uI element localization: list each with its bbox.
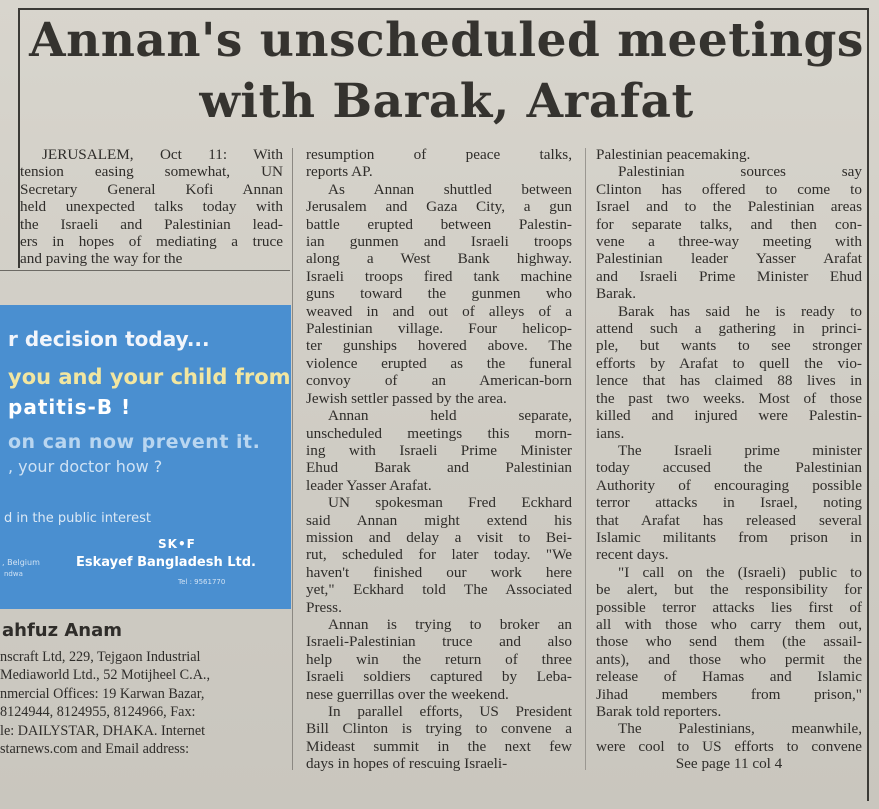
imprint-line: 8124944, 8124955, 8124966, Fax: (0, 704, 196, 721)
article-line: killed and injured were Palestin- (596, 407, 862, 425)
ad-line-4: on can now prevent it. (8, 431, 261, 453)
article-line: Annan is trying to broker an (328, 615, 572, 633)
article-line: Jihad members from prison," (596, 685, 862, 703)
article-line: possible terror attacks lies first of (596, 598, 862, 616)
article-line: leader Yasser Arafat. (306, 476, 432, 494)
column-separator-line (0, 270, 290, 271)
article-line: terror attacks in Israel, noting (596, 494, 862, 512)
article-line: Annan held separate, (328, 407, 572, 425)
headline-line-1: Annan's unscheduled meetings (29, 13, 864, 68)
top-border-rule (18, 8, 869, 10)
article-line: said Annan might extend his (306, 511, 572, 529)
article-line: mission and delay a visit to Bei- (306, 528, 572, 546)
skf-logo: SK•F (158, 537, 196, 551)
article-line: battle erupted between Palestin- (306, 215, 572, 233)
ad-line-1: r decision today... (8, 327, 210, 351)
article-line: UN spokesman Fred Eckhard (328, 494, 572, 512)
article-line: Mideast summit in the next few (306, 737, 572, 755)
article-line: weaved in and out of alleys of a (306, 302, 572, 320)
article-line: were cool to US efforts to convene (596, 737, 862, 755)
article-line: help win the return of three (306, 650, 572, 668)
article-line: Ehud Barak and Palestinian (306, 459, 572, 477)
article-line: Palestinian peacemaking. (596, 146, 751, 163)
article-line: Clinton has offered to come to (596, 180, 862, 198)
article-line: ants), and those who permit the (596, 650, 862, 668)
article-line: Authority of encouraging possible (596, 476, 862, 494)
article-line: release of Hamas and Islamic (596, 668, 862, 686)
article-line: As Annan shuttled between (328, 180, 572, 198)
article-line: days in hopes of rescuing Israeli- (306, 755, 508, 773)
article-line: rut, scheduled for later today. "We (306, 546, 572, 564)
ad-line-3: patitis-B ! (8, 395, 132, 419)
imprint-line: nmercial Offices: 19 Karwan Bazar, (0, 685, 205, 702)
imprint-block (0, 620, 290, 758)
right-border-rule (867, 8, 869, 801)
article-line: JERUSALEM, Oct 11: With (42, 146, 283, 163)
article-line: Israel and to the Palestinian areas (596, 198, 862, 216)
article-line: The Palestinians, meanwhile, (618, 720, 862, 738)
article-line: ians. (596, 424, 625, 442)
article-line: Barak. (596, 285, 637, 303)
article-line: those who send them (the assail- (596, 633, 862, 651)
article-line: guns toward the gunmen who (306, 285, 572, 303)
article-line: ter gunships hovered above. The (306, 337, 572, 355)
article-line: haven't finished our work here (306, 563, 572, 581)
article-line: efforts by Arafat to quell the vio- (596, 354, 862, 372)
article-line: ers in hopes of mediating a truce (20, 233, 283, 251)
article-line: held unexpected talks today with (20, 198, 283, 216)
ad-small-text-2: ndwa (4, 570, 23, 578)
editor-name: ahfuz Anam (2, 620, 122, 641)
article-line: lence that has claimed 88 lives in (596, 372, 862, 390)
ad-company-name: Eskayef Bangladesh Ltd. (76, 555, 256, 570)
article-line: See page 11 col 4 (675, 755, 783, 773)
article-line: unscheduled meetings this morn- (306, 424, 572, 442)
article-line: the Israeli and Palestinian lead- (20, 215, 283, 233)
article-line: convoy of an American-born (306, 372, 572, 390)
article-column-3 (596, 146, 862, 773)
article-column-1 (20, 146, 283, 268)
article-line: Palestinian leader Yasser Arafat (596, 250, 862, 268)
ad-phone: Tel : 9561770 (178, 578, 226, 586)
imprint-line: nscraft Ltd, 229, Tejgaon Industrial (0, 649, 201, 665)
article-line: reports AP. (306, 163, 373, 181)
article-line: Barak told reporters. (596, 703, 722, 720)
article-line: along a West Bank highway. (306, 250, 572, 268)
ad-public-interest: d in the public interest (4, 511, 151, 526)
article-line: recent days. (596, 546, 669, 564)
article-line: The Israeli prime minister (618, 441, 862, 459)
article-line: the past two weeks. Most of those (596, 389, 862, 407)
column-divider-2 (585, 148, 586, 770)
article-line: In parallel efforts, US President (328, 703, 572, 720)
article-line: be alert, but the responsibility for (596, 581, 862, 599)
article-line: ian gunmen and Israeli troops (306, 233, 572, 251)
article-line: Bill Clinton is trying to convene a (306, 720, 572, 738)
article-line: Barak has said he is ready to (618, 302, 862, 320)
article-line: Israeli-Palestinian truce and also (306, 633, 572, 651)
article-column-2 (306, 146, 572, 773)
ad-line-2: you and your child from (8, 365, 291, 389)
article-line: and Israeli Prime Minister Ehud (596, 267, 862, 285)
article-line: nese guerrillas over the weekend. (306, 685, 509, 703)
advertisement-hepatitis-b (0, 305, 291, 609)
headline-line-2: with Barak, Arafat (199, 74, 694, 129)
article-line: Israeli soldiers captured by Leba- (306, 668, 572, 686)
article-line: all with those who carry them out, (596, 615, 862, 633)
article-line: and paving the way for the (20, 250, 183, 268)
article-line: "I call on the (Israeli) public to (618, 563, 862, 581)
article-line: yet," Eckhard told The Associated (306, 581, 572, 599)
ad-small-text-1: , Belgium (2, 558, 40, 567)
article-line: attend such a gathering in princi- (596, 320, 862, 338)
imprint-line: le: DAILYSTAR, DHAKA. Internet (0, 722, 206, 739)
article-line: Secretary General Kofi Annan (20, 180, 283, 198)
article-line: ple, but wants to see stronger (596, 337, 862, 355)
article-line: ing with Israeli Prime Minister (306, 441, 572, 459)
article-line: Press. (306, 598, 342, 616)
article-line: Israeli troops fired tank machine (306, 267, 572, 285)
article-line: for separate talks, and then con- (596, 215, 862, 233)
article-line: that Arafat has released several (596, 511, 862, 529)
article-line: today accused the Palestinian (596, 459, 862, 477)
imprint-line: starnews.com and Email address: (0, 741, 190, 758)
article-line: tension easing somewhat, UN (20, 163, 283, 181)
article-line: Jewish settler passed by the area. (306, 389, 507, 407)
article-line: Palestinian village. Four helicop- (306, 320, 572, 338)
article-line: Islamic militants from prison in (596, 528, 862, 546)
imprint-line: Mediaworld Ltd., 52 Motijheel C.A., (0, 667, 211, 684)
column-divider-1 (292, 148, 293, 770)
article-line: violence erupted as the funeral (306, 354, 572, 372)
article-line: resumption of peace talks, (306, 146, 572, 163)
article-line: Jerusalem and Gaza City, a gun (306, 198, 572, 216)
article-line: vene a three-way meeting with (596, 233, 862, 251)
article-line: Palestinian sources say (618, 163, 862, 181)
ad-line-5: , your doctor how ? (8, 457, 163, 476)
imprint-lines (0, 648, 290, 758)
